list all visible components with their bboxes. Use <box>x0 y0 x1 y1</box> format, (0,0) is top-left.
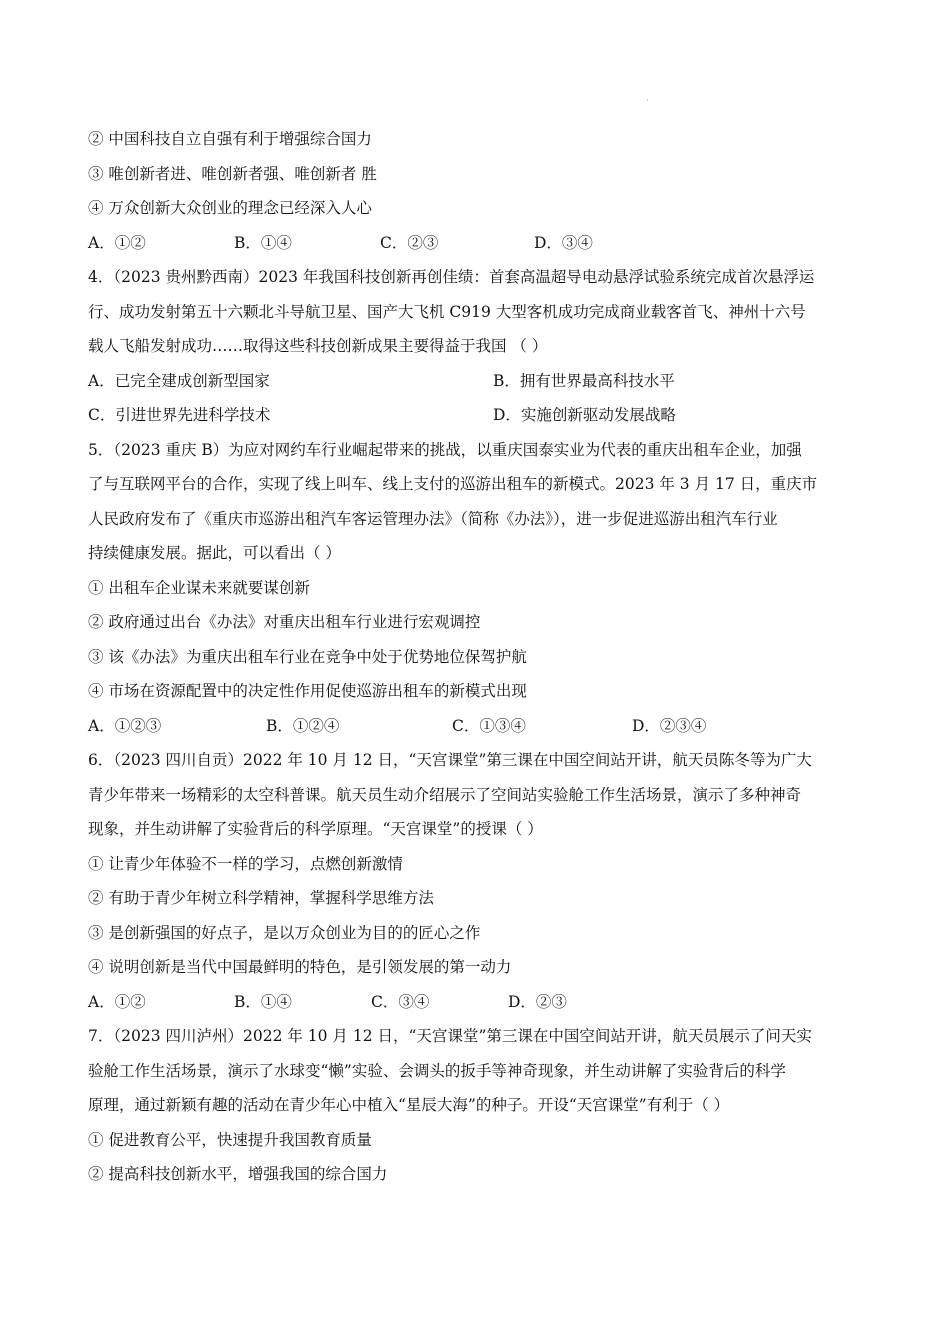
option-d: D．②③ <box>508 992 567 1011</box>
option-a: A．①② <box>88 992 146 1011</box>
option-b: B．①④ <box>234 992 292 1011</box>
option-a: A．已完全建成创新型国家 <box>88 371 270 390</box>
choice-item: ④ 万众创新大众创业的理念已经深入人心 <box>88 199 372 217</box>
question-text: 人民政府发布了《重庆市巡游出租汽车客运管理办法》（简称《办法》），进一步促进巡游出租汽车行业 <box>88 509 778 528</box>
option-d: D．实施创新驱动发展战略 <box>493 406 676 424</box>
option-b: B．①②④ <box>266 716 340 735</box>
question-6 <box>88 743 868 1019</box>
choice-item: ① 促进教育公平，快速提升我国教育质量 <box>88 1130 372 1149</box>
question-text: 了与互联网平台的合作，实现了线上叫车、线上支付的巡游出租车的新模式。2023 年 3 月 17 日，重庆市 <box>88 475 818 493</box>
question-3-tail <box>88 122 868 260</box>
question-text: 4．（2023 贵州黔西南）2023 年我国科技创新再创佳绩：首套高温超导电动悬浮试验系统完成首次悬浮运 <box>88 268 815 286</box>
choice-item: ② 提高科技创新水平，增强我国的综合国力 <box>88 1165 388 1183</box>
question-text: 7．（2023 四川泸州）2022 年 10 月 12 日，“天宫课堂”第三课在中国空间站开讲，航天员展示了问天实 <box>88 1027 812 1045</box>
option-b: B．①④ <box>234 233 292 252</box>
question-text: 青少年带来一场精彩的太空科普课。航天员生动介绍展示了空间站实验舱工作生活场景，演示了多种神奇 <box>88 785 802 804</box>
question-text: 原理，通过新颖有趣的活动在青少年心中植入“星辰大海”的种子。开设“天宫课堂”有利于（ ） <box>88 1096 730 1114</box>
option-c: C．引进世界先进科学技术 <box>88 406 271 424</box>
choice-item: ② 中国科技自立自强有利于增强综合国力 <box>88 130 372 148</box>
option-d: D．③④ <box>534 233 593 252</box>
choice-item: ③ 该《办法》为重庆出租车行业在竞争中处于优势地位保驾护航 <box>88 647 527 666</box>
document-page <box>88 122 868 1192</box>
choice-item: ④ 说明创新是当代中国最鲜明的特色，是引领发展的第一动力 <box>88 958 512 976</box>
question-4 <box>88 260 868 433</box>
option-a: A．①② <box>88 233 146 252</box>
question-text: 6．（2023 四川自贡）2022 年 10 月 12 日，“天宫课堂”第三课在中国空间站开讲，航天员陈冬等为广大 <box>88 751 812 769</box>
option-b: B．拥有世界最高科技水平 <box>493 371 675 390</box>
question-text: 验舱工作生活场景，演示了水球变“懒”实验、会调头的扳手等神奇现象，并生动讲解了实验背后的科学 <box>88 1061 786 1080</box>
answer-options <box>88 226 868 261</box>
option-a: A．①②③ <box>88 716 162 735</box>
option-d: D．②③④ <box>632 716 707 735</box>
choice-item: ③ 是创新强国的好点子，是以万众创业为目的的匠心之作 <box>88 923 481 942</box>
answer-options <box>88 364 868 433</box>
option-c: C．③④ <box>371 992 430 1011</box>
question-text: 行、成功发射第五十六颗北斗导航卫星、国产大飞机 C919 大型客机成功完成商业载客首飞、神州十六号 <box>88 302 806 321</box>
choice-item: ③ 唯创新者进、唯创新者强、唯创新者 胜 <box>88 164 377 183</box>
answer-options <box>88 709 868 744</box>
question-text: 5．（2023 重庆 B）为应对网约车行业崛起带来的挑战，以重庆国泰实业为代表的重庆出租车企业，加强 <box>88 440 802 459</box>
choice-item: ④ 市场在资源配置中的决定性作用促使巡游出租车的新模式出现 <box>88 682 527 700</box>
question-text: 持续健康发展。据此，可以看出（ ） <box>88 544 341 562</box>
header-mark: · <box>646 96 649 106</box>
option-c: C．②③ <box>380 233 439 252</box>
choice-item: ① 让青少年体验不一样的学习，点燃创新激情 <box>88 854 403 873</box>
choice-item: ② 政府通过出台《办法》对重庆出租车行业进行宏观调控 <box>88 613 481 631</box>
choice-item: ① 出租车企业谋未来就要谋创新 <box>88 578 310 597</box>
choice-item: ② 有助于青少年树立科学精神，掌握科学思维方法 <box>88 889 434 907</box>
question-text: 载人飞船发射成功……取得这些科技创新成果主要得益于我国 （ ） <box>88 337 548 355</box>
question-7 <box>88 1019 868 1192</box>
question-5 <box>88 433 868 744</box>
option-c: C．①③④ <box>452 716 526 735</box>
answer-options <box>88 985 868 1020</box>
question-text: 现象，并生动讲解了实验背后的科学原理。“天宫课堂”的授课（ ） <box>88 820 543 838</box>
